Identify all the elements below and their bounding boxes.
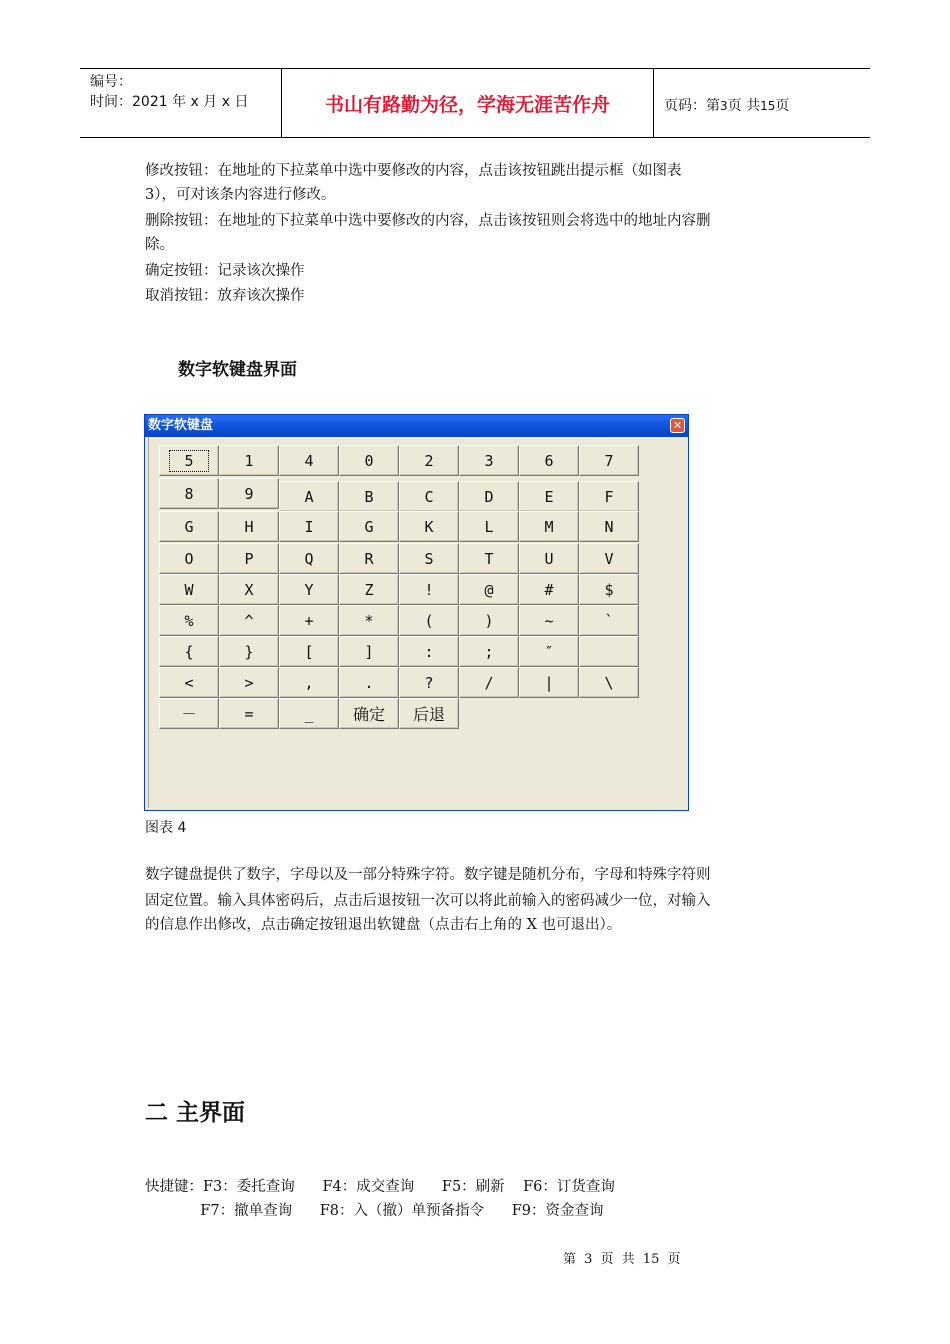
keyboard-key[interactable] <box>339 667 399 698</box>
key-label: A <box>304 487 314 506</box>
key-label: F <box>604 487 614 506</box>
key-label: ; <box>484 642 494 661</box>
keyboard-key[interactable] <box>579 667 639 698</box>
keyboard-key[interactable] <box>279 636 339 667</box>
keyboard-key[interactable] <box>579 511 639 542</box>
keyboard-key[interactable] <box>399 636 459 667</box>
key-label: 8 <box>184 484 194 503</box>
key-label: / <box>484 673 494 692</box>
keyboard-area <box>148 437 686 808</box>
key-label: + <box>304 611 314 630</box>
keyboard-key[interactable] <box>459 543 519 574</box>
keyboard-key[interactable] <box>279 511 339 542</box>
key-label: \ <box>604 673 614 692</box>
keyboard-key[interactable] <box>219 636 279 667</box>
key-label: . <box>364 673 374 692</box>
key-label: G <box>364 517 374 536</box>
key-label: M <box>544 517 554 536</box>
key-label: 确定 <box>352 705 385 724</box>
keyboard-key[interactable] <box>279 481 339 512</box>
keyboard-key[interactable] <box>159 478 219 509</box>
keyboard-key[interactable] <box>519 543 579 574</box>
desc-line: 数字键盘提供了数字，字母以及一部分特殊字符。数字键是随机分布，字母和特殊字符则 <box>145 867 711 883</box>
shortcut-line: F7：撤单查询 F8：入（撤）单预备指令 F9：资金查询 <box>145 1203 604 1219</box>
keyboard-key[interactable] <box>459 636 519 667</box>
keyboard-key[interactable] <box>339 636 399 667</box>
intro-line: 修改按钮：在地址的下拉菜单中选中要修改的内容，点击该按钮跳出提示框（如图表 <box>145 163 682 179</box>
close-icon[interactable]: ✕ <box>670 418 685 433</box>
keyboard-key[interactable] <box>339 698 399 729</box>
key-label: Y <box>304 580 314 599</box>
keyboard-key[interactable] <box>399 481 459 512</box>
key-label: 7 <box>604 451 614 470</box>
key-label: , <box>304 673 314 692</box>
key-label: L <box>484 517 494 536</box>
key-label: ~ <box>544 611 554 630</box>
soft-keyboard-dialog <box>144 414 689 811</box>
section-title: 数字软键盘界面 <box>178 360 297 380</box>
keyboard-key[interactable] <box>159 574 219 605</box>
keyboard-key[interactable] <box>339 574 399 605</box>
key-label: % <box>184 611 194 630</box>
time-label: 时间：2021 年 x 月 x 日 <box>90 94 249 110</box>
key-label: Q <box>304 549 314 568</box>
key-label: ( <box>424 611 434 630</box>
key-label: T <box>484 549 494 568</box>
key-label: P <box>244 549 254 568</box>
key-label: < <box>184 673 194 692</box>
key-label: _ <box>304 704 314 723</box>
dialog-title-bar <box>145 415 688 437</box>
key-label: E <box>544 487 554 506</box>
keyboard-key[interactable] <box>579 605 639 636</box>
key-label: 3 <box>484 451 494 470</box>
keyboard-key[interactable] <box>279 698 339 729</box>
key-label: I <box>304 517 314 536</box>
keyboard-key[interactable] <box>159 511 219 542</box>
key-label: V <box>604 549 614 568</box>
keyboard-key[interactable] <box>339 543 399 574</box>
intro-line: 确定按钮：记录该次操作 <box>145 263 305 279</box>
key-label: G <box>184 517 194 536</box>
key-label: U <box>544 549 554 568</box>
keyboard-key[interactable] <box>219 574 279 605</box>
key-label: O <box>184 549 194 568</box>
keyboard-key[interactable] <box>399 574 459 605</box>
key-label: ^ <box>244 611 254 630</box>
dialog-title: 数字软键盘 <box>148 418 214 433</box>
key-label: # <box>544 580 554 599</box>
header-motto: 书山有路勤为径，学海无涯苦作舟 <box>282 69 654 137</box>
key-label: : <box>424 642 434 661</box>
desc-line: 固定位置。输入具体密码后，点击后退按钮一次可以将此前输入的密码减少一位，对输入 <box>145 893 711 909</box>
keyboard-key[interactable] <box>399 445 459 476</box>
shortcut-line: 快捷键：F3：委托查询 F4：成交查询 F5：刷新 F6：订货查询 <box>145 1179 615 1195</box>
keyboard-key[interactable] <box>279 605 339 636</box>
key-label: Z <box>364 580 374 599</box>
keyboard-key[interactable] <box>279 543 339 574</box>
key-label: 5 <box>170 451 207 471</box>
page-header <box>80 68 870 138</box>
key-label: H <box>244 517 254 536</box>
keyboard-key[interactable] <box>159 543 219 574</box>
header-meta <box>80 69 282 137</box>
key-label: K <box>424 517 434 536</box>
key-label: @ <box>484 580 494 599</box>
keyboard-key[interactable] <box>399 667 459 698</box>
keyboard-key[interactable] <box>219 667 279 698</box>
key-label: 4 <box>304 451 314 470</box>
keyboard-key[interactable] <box>279 667 339 698</box>
keyboard-key[interactable] <box>219 478 279 509</box>
keyboard-key[interactable] <box>159 698 219 729</box>
keyboard-key[interactable] <box>159 667 219 698</box>
keyboard-key[interactable] <box>399 511 459 542</box>
desc-line: 的信息作出修改，点击确定按钮退出软键盘（点击右上角的 X 也可退出）。 <box>145 917 622 933</box>
keyboard-key[interactable] <box>219 698 279 729</box>
key-label: ! <box>424 580 434 599</box>
key-label: R <box>364 549 374 568</box>
keyboard-key[interactable] <box>219 543 279 574</box>
intro-line: 取消按钮：放弃该次操作 <box>145 288 305 304</box>
keyboard-key[interactable] <box>279 445 339 476</box>
intro-line: 3），可对该条内容进行修改。 <box>145 187 336 203</box>
key-label: 9 <box>244 484 254 503</box>
key-label: C <box>424 487 434 506</box>
keyboard-key[interactable] <box>519 481 579 512</box>
key-label: $ <box>604 580 614 599</box>
key-label: ″ <box>544 642 554 661</box>
key-label: 后退 <box>412 705 445 724</box>
key-label: － <box>181 705 197 723</box>
key-label: B <box>364 487 374 506</box>
keyboard-key[interactable] <box>519 636 579 667</box>
key-label: S <box>424 549 434 568</box>
keyboard-key[interactable] <box>579 636 639 667</box>
page-footer: 第 3 页 共 15 页 <box>563 1252 681 1267</box>
header-page-number: 页码：第3页 共15页 <box>664 98 790 114</box>
keyboard-key[interactable] <box>579 543 639 574</box>
key-label: } <box>244 642 254 661</box>
key-label: 0 <box>364 451 374 470</box>
keyboard-key[interactable] <box>459 481 519 512</box>
keyboard-key[interactable] <box>339 605 399 636</box>
key-label: D <box>484 487 494 506</box>
key-label: [ <box>304 642 314 661</box>
key-label: W <box>184 580 194 599</box>
key-label: { <box>184 642 194 661</box>
keyboard-key[interactable] <box>459 511 519 542</box>
key-label: ] <box>364 642 374 661</box>
key-label: 1 <box>244 451 254 470</box>
keyboard-key[interactable] <box>459 605 519 636</box>
keyboard-key[interactable] <box>459 574 519 605</box>
key-label: N <box>604 517 614 536</box>
intro-line: 删除按钮：在地址的下拉菜单中选中要修改的内容，点击该按钮则会将选中的地址内容删 <box>145 213 711 229</box>
key-label: > <box>244 673 254 692</box>
keyboard-key[interactable] <box>159 605 219 636</box>
key-label: * <box>364 611 374 630</box>
keyboard-key[interactable] <box>459 445 519 476</box>
key-label: ? <box>424 673 434 692</box>
keyboard-key[interactable] <box>519 445 579 476</box>
keyboard-key[interactable] <box>219 511 279 542</box>
key-label: = <box>244 704 254 723</box>
keyboard-key[interactable] <box>519 605 579 636</box>
intro-line: 除。 <box>145 237 174 253</box>
keyboard-key[interactable] <box>399 698 459 729</box>
key-label: X <box>244 580 254 599</box>
keyboard-key[interactable] <box>219 445 279 476</box>
keyboard-key[interactable] <box>339 445 399 476</box>
main-section-title: 二 主界面 <box>145 1100 246 1126</box>
keyboard-key[interactable] <box>159 636 219 667</box>
keyboard-key[interactable] <box>399 605 459 636</box>
keyboard-key[interactable] <box>279 574 339 605</box>
number-label: 编号： <box>90 74 132 90</box>
keyboard-key[interactable] <box>159 445 219 476</box>
keyboard-key[interactable] <box>339 511 399 542</box>
keyboard-key[interactable] <box>579 481 639 512</box>
keyboard-key[interactable] <box>579 445 639 476</box>
keyboard-key[interactable] <box>219 605 279 636</box>
keyboard-key[interactable] <box>579 574 639 605</box>
key-label: 6 <box>544 451 554 470</box>
key-label: ` <box>604 611 614 630</box>
keyboard-key[interactable] <box>519 574 579 605</box>
keyboard-key[interactable] <box>519 511 579 542</box>
keyboard-key[interactable] <box>519 667 579 698</box>
key-label: | <box>544 673 554 692</box>
keyboard-key[interactable] <box>459 667 519 698</box>
figure-caption: 图表 4 <box>145 820 187 836</box>
key-label: 2 <box>424 451 434 470</box>
keyboard-key[interactable] <box>399 543 459 574</box>
keyboard-key[interactable] <box>339 481 399 512</box>
key-label: ) <box>484 611 494 630</box>
